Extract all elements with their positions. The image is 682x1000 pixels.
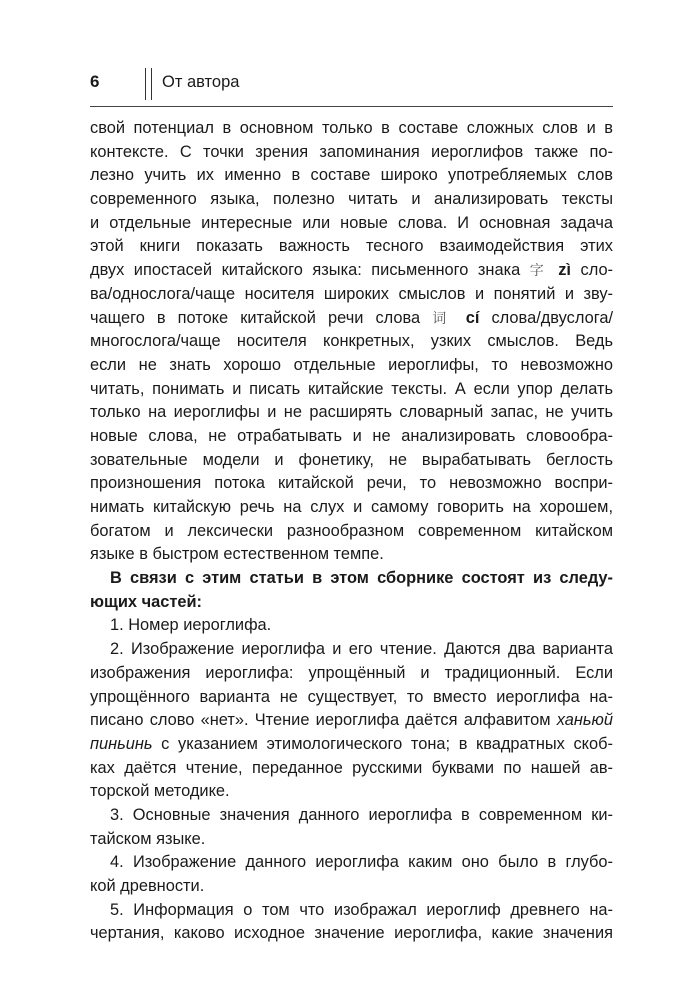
bold-paragraph bbox=[90, 567, 613, 614]
paragraph bbox=[90, 851, 613, 898]
text-span: сло- bbox=[570, 261, 614, 280]
header-rule bbox=[90, 106, 613, 107]
text-span: писано слово «нет». Чтение иероглифа даётся алфавитом bbox=[90, 711, 557, 730]
text-span: только на иероглифы и не расширять словарный запас, не учить bbox=[90, 403, 613, 422]
text-line bbox=[90, 851, 613, 875]
text-span: 4. Изображение данного иероглифа каким оно было в глубо- bbox=[110, 853, 613, 872]
chinese-character: 词 bbox=[432, 310, 454, 327]
text-span bbox=[454, 309, 466, 327]
text-span: языке в быстром естественном темпе. bbox=[90, 545, 384, 564]
text-line bbox=[90, 828, 613, 852]
text-span: слова/двуслога/ bbox=[479, 308, 614, 327]
text-span: ва/однослога/чаще носителя широких смыслов и понятий и зву- bbox=[90, 284, 613, 303]
chinese-character: 字 bbox=[529, 263, 549, 280]
text-line bbox=[90, 235, 613, 259]
text-line bbox=[90, 709, 613, 733]
text-line bbox=[90, 614, 613, 638]
text-line bbox=[90, 425, 613, 449]
text-span: свой потенциал в основном только в составе сложных слов и в bbox=[90, 119, 613, 137]
page-number: 6 bbox=[90, 72, 100, 91]
text-line bbox=[90, 922, 613, 946]
text-span: нимать китайскую речь на слух и самому говорить на хорошем, bbox=[90, 498, 613, 516]
text-line bbox=[90, 307, 613, 331]
text-span: 5. Информация о том что изображал иероглиф древнего на- bbox=[110, 900, 613, 919]
text-line bbox=[90, 378, 613, 402]
text-line bbox=[90, 733, 613, 757]
text-line bbox=[90, 283, 613, 307]
paragraph bbox=[90, 804, 613, 851]
text-line bbox=[90, 567, 613, 591]
body-text bbox=[90, 117, 613, 946]
text-span: В связи с этим статьи в этом сборнике состоят из следу- bbox=[110, 569, 613, 588]
text-line bbox=[90, 520, 613, 544]
pinyin-bold: zì bbox=[558, 261, 571, 280]
text-line bbox=[90, 259, 613, 283]
text-span: торской методике. bbox=[90, 782, 230, 801]
italic-term: пиньинь bbox=[90, 734, 153, 753]
header-double-bar bbox=[145, 68, 152, 100]
text-span: упрощённого варианта не существует, то вместо иероглифа на- bbox=[90, 687, 613, 706]
text-span: современного языка, полезно читать и анализировать тексты bbox=[90, 190, 613, 209]
text-line bbox=[90, 354, 613, 378]
text-span bbox=[549, 261, 559, 279]
text-span: ках даётся чтение, переданное русскими буквами по нашей ав- bbox=[90, 758, 613, 777]
text-span: изображения иероглифа: упрощённый и традиционный. Если bbox=[90, 663, 613, 682]
text-line bbox=[90, 804, 613, 828]
paragraph bbox=[90, 614, 613, 638]
text-line bbox=[90, 662, 613, 686]
text-span: кой древности. bbox=[90, 877, 205, 895]
text-span: 3. Основные значения данного иероглифа в современном ки- bbox=[110, 805, 613, 824]
text-span: новые слова, не отрабатывать и не анализировать словообра- bbox=[90, 426, 613, 445]
paragraph bbox=[90, 899, 613, 946]
text-line bbox=[90, 638, 613, 662]
text-span: двух ипостасей китайского языка: письменного знака bbox=[90, 261, 530, 280]
text-span: произношения потока китайской речи, то невозможно воспри- bbox=[90, 474, 613, 493]
text-line bbox=[90, 188, 613, 212]
text-line bbox=[90, 875, 613, 899]
text-span: 2. Изображение иероглифа и его чтение. Даются два варианта bbox=[110, 640, 613, 659]
text-span: если не знать хорошо отдельные иероглифы, то невозможно bbox=[90, 355, 613, 374]
text-span: с указанием этимологического тона; в квадратных скоб- bbox=[152, 734, 613, 753]
text-span: ющих частей: bbox=[90, 592, 202, 611]
text-line bbox=[90, 543, 613, 567]
text-span: 1. Номер иероглифа. bbox=[110, 616, 272, 635]
text-span: чащего в потоке китайской речи слова bbox=[90, 308, 433, 327]
text-line bbox=[90, 780, 613, 804]
text-line bbox=[90, 330, 613, 354]
paragraph bbox=[90, 117, 613, 567]
text-span: тайском языке. bbox=[90, 829, 206, 848]
text-span: богатом и лексически разнообразном современном китайском bbox=[90, 521, 613, 540]
text-span: этой книги показать важность тесного взаимодействия этих bbox=[90, 237, 613, 256]
text-span: контексте. С точки зрения запоминания иероглифов также по- bbox=[90, 142, 613, 161]
text-span: читать, понимать и писать китайские тексты. А если упор делать bbox=[90, 379, 613, 398]
text-span: и отдельные интересные или новые слова. И основная задача bbox=[90, 213, 613, 232]
text-line bbox=[90, 449, 613, 473]
text-line bbox=[90, 472, 613, 496]
text-line bbox=[90, 496, 613, 520]
text-line bbox=[90, 212, 613, 236]
paragraph bbox=[90, 638, 613, 804]
text-line bbox=[90, 117, 613, 141]
text-line bbox=[90, 164, 613, 188]
italic-term: ханьюй bbox=[556, 711, 613, 730]
text-line bbox=[90, 401, 613, 425]
text-span: многослога/чаще носителя конкретных, узких смыслов. Ведь bbox=[90, 332, 613, 351]
text-span: зовательные модели и фонетику, не вырабатывать беглость bbox=[90, 450, 613, 469]
text-span: чертания, каково исходное значение иероглифа, какие значения bbox=[90, 924, 613, 943]
running-title: От автора bbox=[162, 73, 240, 91]
text-line bbox=[90, 757, 613, 781]
text-line bbox=[90, 899, 613, 923]
pinyin-bold: cí bbox=[465, 308, 480, 327]
text-line bbox=[90, 141, 613, 165]
text-line bbox=[90, 686, 613, 710]
text-line bbox=[90, 591, 613, 615]
text-span: лезно учить их именно в составе широко употребляемых слов bbox=[90, 166, 613, 185]
